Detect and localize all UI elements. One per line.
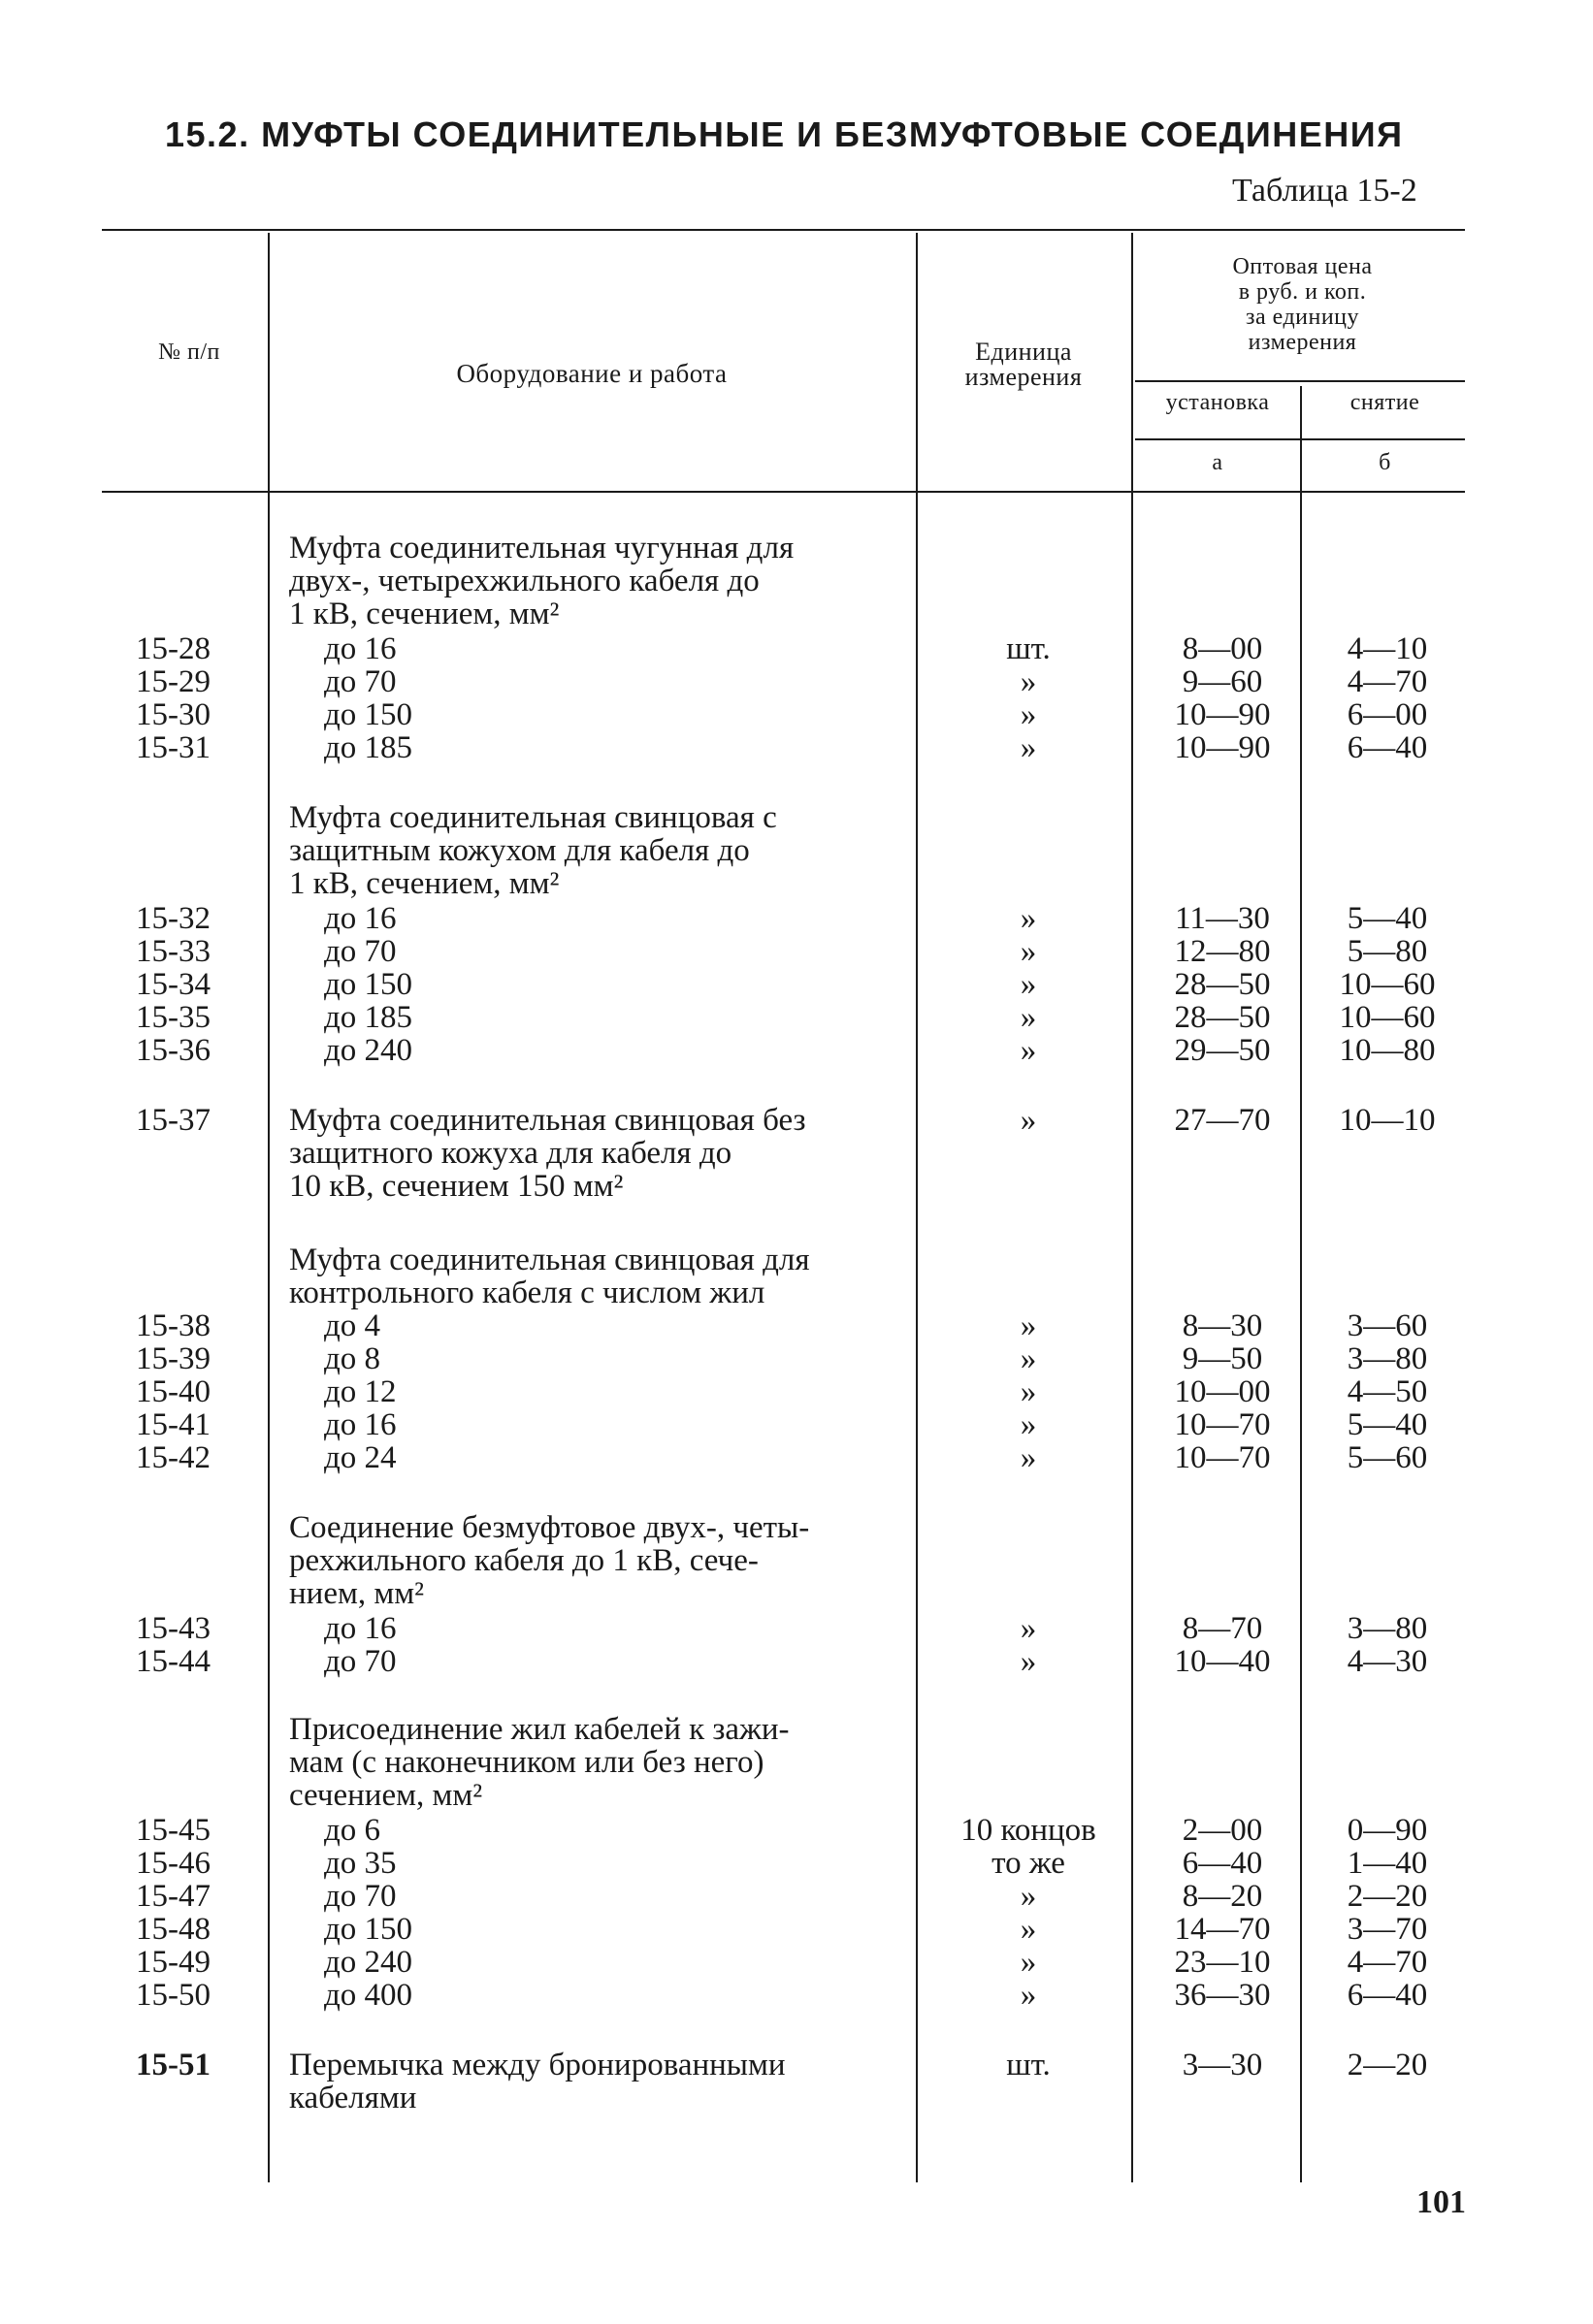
row-price-install: 8—20 [1182,1879,1263,1914]
row-price-remove: 3—60 [1347,1308,1428,1343]
group-description: Муфта соединительная свинцовая без защитного кожуха для кабеля до 10 кВ, сечением 150 мм² [289,1103,806,1204]
row-unit: » [1020,1978,1037,2013]
row-num: 15-44 [136,1644,211,1679]
row-item: до 150 [324,697,413,732]
row-unit: » [1020,697,1037,732]
row-price-remove: 10—60 [1339,967,1436,1002]
row-num: 15-40 [136,1374,211,1409]
group-description: Присоединение жил кабелей к зажи- мам (с наконечником или без него) сечением, мм² [289,1712,790,1813]
row-num: 15-29 [136,664,211,699]
group-description: Муфта соединительная свинцовая с защитным кожухом для кабеля до 1 кВ, сечением, мм² [289,800,777,901]
row-item: до 12 [324,1374,397,1409]
row-item: до 35 [324,1846,397,1881]
price-subheader-rule [1135,380,1465,382]
row-price-install: 9—50 [1182,1341,1263,1376]
row-unit: » [1020,1879,1037,1914]
row-num: 15-51 [136,2048,211,2082]
row-item: до 185 [324,1000,413,1035]
row-item: до 8 [324,1341,381,1376]
row-num: 15-37 [136,1103,211,1138]
row-price-install: 27—70 [1174,1103,1271,1138]
group-description: Соединение безмуфтовое двух-, четы- рехжильного кабеля до 1 кВ, сече- нием, мм² [289,1510,810,1611]
row-num: 15-39 [136,1341,211,1376]
row-unit: » [1020,967,1037,1002]
row-price-remove: 5—60 [1347,1440,1428,1475]
row-price-install: 8—70 [1182,1611,1263,1646]
row-unit: » [1020,730,1037,765]
row-price-install: 6—40 [1182,1846,1263,1881]
row-price-install: 3—30 [1182,2048,1263,2082]
row-price-remove: 6—40 [1347,1978,1428,2013]
row-price-install: 23—10 [1174,1945,1271,1980]
row-num: 15-42 [136,1440,211,1475]
row-price-install: 10—90 [1174,730,1271,765]
row-unit: » [1020,1308,1037,1343]
row-price-install: 28—50 [1174,967,1271,1002]
row-num: 15-33 [136,934,211,969]
row-unit: » [1020,1103,1037,1138]
row-price-remove: 10—60 [1339,1000,1436,1035]
row-price-install: 10—70 [1174,1440,1271,1475]
row-price-remove: 3—80 [1347,1341,1428,1376]
row-item: до 240 [324,1945,413,1980]
row-num: 15-41 [136,1407,211,1442]
row-item: до 16 [324,1407,397,1442]
row-item: до 24 [324,1440,397,1475]
row-num: 15-31 [136,730,211,765]
row-item: до 240 [324,1033,413,1068]
row-unit: » [1020,1341,1037,1376]
row-unit: » [1020,1611,1037,1646]
row-price-install: 29—50 [1174,1033,1271,1068]
row-num: 15-38 [136,1308,211,1343]
row-price-install: 28—50 [1174,1000,1271,1035]
row-price-remove: 10—10 [1339,1103,1436,1138]
row-unit: » [1020,1407,1037,1442]
row-item: до 150 [324,967,413,1002]
row-num: 15-36 [136,1033,211,1068]
header-price-1: Оптовая цена [1232,254,1373,279]
row-num: 15-28 [136,631,211,666]
row-unit: » [1020,1912,1037,1947]
row-price-remove: 4—30 [1347,1644,1428,1679]
row-unit: » [1020,664,1037,699]
row-item: до 70 [324,934,397,969]
header-remove: снятие [1349,390,1420,415]
row-price-remove: 4—10 [1347,631,1428,666]
row-unit: » [1020,1374,1037,1409]
group-description: Перемычка между бронированными кабелями [289,2048,786,2115]
row-unit: » [1020,934,1037,969]
row-price-remove: 3—70 [1347,1912,1428,1947]
row-price-remove: 4—70 [1347,664,1428,699]
row-price-remove: 1—40 [1347,1846,1428,1881]
row-price-remove: 5—40 [1347,901,1428,936]
header-price-4: измерения [1248,330,1357,355]
table-top-rule [102,229,1465,231]
row-unit: 10 концов [960,1813,1096,1848]
header-price-2: в руб. и коп. [1238,279,1367,305]
row-price-remove: 6—00 [1347,697,1428,732]
row-unit: » [1020,1033,1037,1068]
row-price-install: 10—70 [1174,1407,1271,1442]
row-num: 15-50 [136,1978,211,2013]
row-item: до 185 [324,730,413,765]
row-item: до 6 [324,1813,381,1848]
row-price-remove: 4—50 [1347,1374,1428,1409]
row-num: 15-45 [136,1813,211,1848]
page-number: 101 [1416,2184,1466,2220]
row-price-install: 10—90 [1174,697,1271,732]
col-divider-3 [1131,233,1133,2182]
row-unit: шт. [1006,631,1051,666]
row-unit: » [1020,901,1037,936]
row-item: до 400 [324,1978,413,2013]
group-description: Муфта соединительная чугунная для двух-, четырехжильного кабеля до 1 кВ, сечением, мм² [289,531,795,631]
row-unit: » [1020,1945,1037,1980]
row-num: 15-46 [136,1846,211,1881]
row-price-install: 36—30 [1174,1978,1271,2013]
row-num: 15-49 [136,1945,211,1980]
header-unit-1: Единица [975,338,1072,366]
row-num: 15-48 [136,1912,211,1947]
row-unit: » [1020,1000,1037,1035]
table-label: Таблица 15-2 [1232,173,1417,209]
row-price-install: 12—80 [1174,934,1271,969]
row-item: до 4 [324,1308,381,1343]
row-num: 15-32 [136,901,211,936]
col-divider-1 [268,233,270,2182]
row-num: 15-47 [136,1879,211,1914]
row-price-install: 10—00 [1174,1374,1271,1409]
row-unit: » [1020,1440,1037,1475]
header-col-a: а [1212,450,1223,475]
row-item: до 70 [324,1879,397,1914]
row-item: до 150 [324,1912,413,1947]
row-price-install: 10—40 [1174,1644,1271,1679]
row-price-remove: 2—20 [1347,1879,1428,1914]
header-num: № п/п [158,339,220,365]
col-divider-2 [916,233,918,2182]
row-price-install: 11—30 [1175,901,1270,936]
header-equipment: Оборудование и работа [456,359,728,388]
row-price-install: 8—30 [1182,1308,1263,1343]
row-unit: » [1020,1644,1037,1679]
row-item: до 70 [324,1644,397,1679]
row-price-install: 14—70 [1174,1912,1271,1947]
row-price-remove: 2—20 [1347,2048,1428,2082]
header-unit-2: измерения [964,363,1083,391]
section-title: 15.2. МУФТЫ СОЕДИНИТЕЛЬНЫЕ И БЕЗМУФТОВЫЕ СОЕДИНЕНИЯ [165,114,1404,154]
row-item: до 70 [324,664,397,699]
header-install: установка [1165,390,1270,415]
header-col-b: б [1379,450,1391,475]
row-num: 15-35 [136,1000,211,1035]
row-unit: шт. [1006,2048,1051,2082]
group-description: Муфта соединительная свинцовая для контрольного кабеля с числом жил [289,1243,810,1310]
row-num: 15-34 [136,967,211,1002]
row-price-remove: 0—90 [1347,1813,1428,1848]
row-price-remove: 5—80 [1347,934,1428,969]
row-price-install: 8—00 [1182,631,1263,666]
row-item: до 16 [324,631,397,666]
row-price-remove: 3—80 [1347,1611,1428,1646]
row-item: до 16 [324,1611,397,1646]
header-bottom-rule [102,491,1465,493]
row-price-install: 9—60 [1182,664,1263,699]
row-unit: то же [992,1846,1065,1881]
row-num: 15-43 [136,1611,211,1646]
row-price-remove: 5—40 [1347,1407,1428,1442]
row-price-remove: 4—70 [1347,1945,1428,1980]
header-price-3: за единицу [1245,305,1360,330]
row-price-remove: 6—40 [1347,730,1428,765]
row-price-remove: 10—80 [1339,1033,1436,1068]
row-item: до 16 [324,901,397,936]
row-num: 15-30 [136,697,211,732]
row-price-install: 2—00 [1182,1813,1263,1848]
